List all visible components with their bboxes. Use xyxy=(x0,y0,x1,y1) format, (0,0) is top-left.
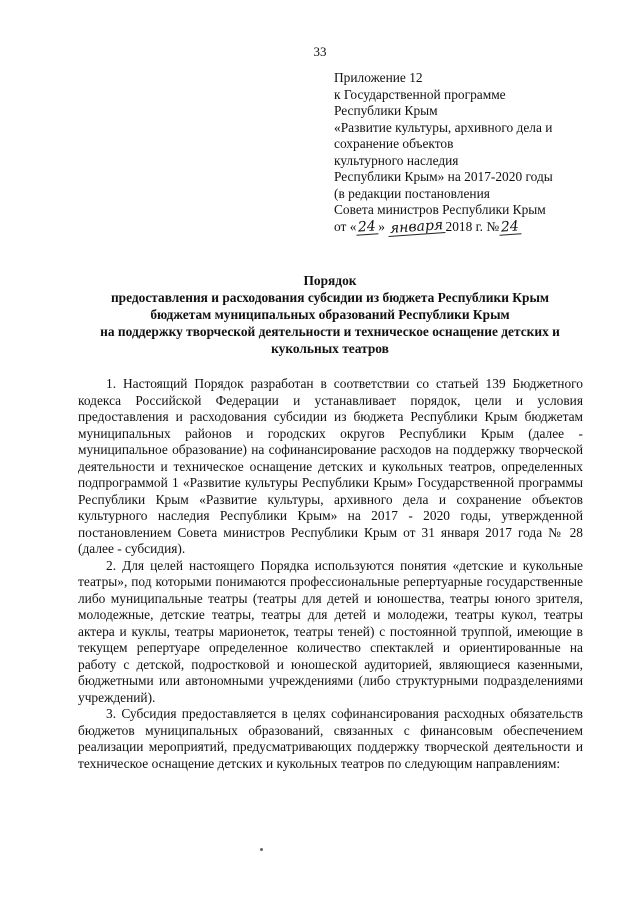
date-year: 2018 г. № xyxy=(445,218,500,234)
title-line: кукольных театров xyxy=(271,341,389,356)
title-line: на поддержку творческой деятельности и техническое оснащение детских и xyxy=(100,324,560,339)
date-separator: » xyxy=(378,218,385,234)
document-body xyxy=(78,376,583,772)
paragraph-1: 1. Настоящий Порядок разработан в соответствии со статьей 139 Бюджетного кодекса Российской Федерации и устанавливает порядок, цели и условия предоставления и расходования субсидии из бюджета Республики Крым бюджетам муниципальных районов и городских округов Республики Крым (далее - муниципальное образование) на софинансирование расходов на поддержку творческой деятельности и техническое оснащение детских и кукольных театров, определенных подпрограммой 1 «Развитие культуры Республики Крым» Государственной программы Республики Крым «Развитие культуры, архивного дела и сохранение объектов культурного наследия Республики Крым» на 2017 - 2020 годы, утвержденной постановлением Совета министров Республики Крым от 31 января 2017 года № 28 (далее - субсидия). xyxy=(78,376,583,556)
title-heading: Порядок xyxy=(303,273,357,288)
appendix-line: Приложение 12 xyxy=(334,70,423,85)
appendix-header xyxy=(334,70,634,235)
paragraph-2: 2. Для целей настоящего Порядка используются понятия «детские и кукольные театры», под которыми понимаются профессиональные репертуарные государственные либо муниципальные театры (театры для детей и юношества, театры юного зрителя, молодежные, детские театры, театры для детей и молодежи, театры кукол, театры актера и куклы, театры марионеток, театры теней) с постоянной труппой, имеющие в текущем репертуаре определенное количество спектаклей и ориентированные на работу с детской, подростковой и юношеской аудиторией, являющиеся казенными, бюджетными или автономными учреждениями (либо структурными подразделениями учреждений). xyxy=(78,557,583,705)
handwritten-day: 24 xyxy=(357,217,377,236)
scan-dot xyxy=(260,848,263,851)
page-number: 33 xyxy=(313,44,327,59)
handwritten-number: 24 xyxy=(500,217,520,236)
appendix-line: «Развитие культуры, архивного дела и xyxy=(334,119,553,135)
title-line: предоставления и расходования субсидии из бюджета Республики Крым xyxy=(110,290,550,305)
appendix-line: сохранение объектов xyxy=(334,136,454,151)
appendix-line: Совета министров Республики Крым xyxy=(334,202,546,217)
appendix-line: Республики Крым xyxy=(334,103,438,118)
date-prefix: от « xyxy=(334,218,357,234)
appendix-line: к Государственной программе xyxy=(334,86,506,102)
paragraph-3: 3. Субсидия предоставляется в целях софинансирования расходных обязательств бюджетов муниципальных образований, связанных с финансовым обеспечением реализации мероприятий, предусматривающих поддержку творческой деятельности и техническое оснащение детских и кукольных театров по следующим направлениям: xyxy=(78,706,583,771)
appendix-date-line xyxy=(334,216,634,237)
appendix-line: культурного наследия xyxy=(334,152,459,168)
handwritten-month: января xyxy=(389,216,444,237)
appendix-line: (в редакции постановления xyxy=(334,185,490,201)
appendix-line: Республики Крым» на 2017-2020 годы xyxy=(334,169,553,184)
document-title xyxy=(60,272,600,357)
title-line: бюджетам муниципальных образований Республики Крым xyxy=(150,307,510,322)
